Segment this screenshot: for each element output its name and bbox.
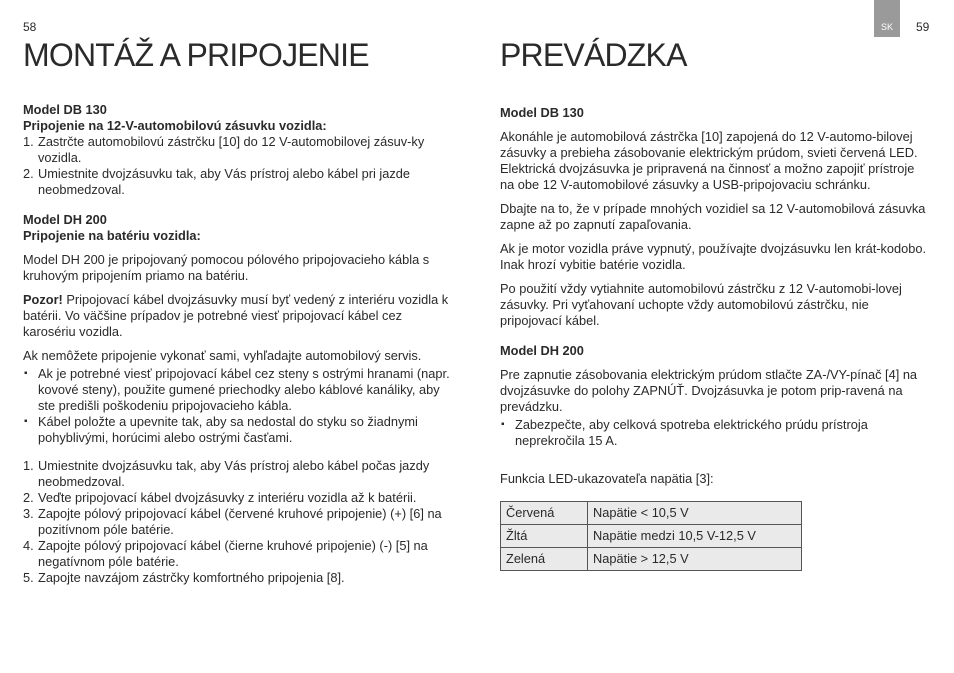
- table-cell: Žltá: [501, 525, 588, 548]
- list-item: 2. Veďte pripojovací kábel dvojzásuvky z interiéru vozidla až k batérii.: [23, 490, 417, 506]
- page-title-right: PREVÁDZKA: [500, 37, 687, 73]
- list-item: 3. Zapojte pólový pripojovací kábel (červené kruhové pripojenie) (+) [6] na pozitívnom póle batérie.: [23, 506, 442, 538]
- language-tab: SK: [874, 0, 900, 37]
- list-item: 1. Zastrčte automobilovú zástrčku [10] do 12 V-automobilovej zásuv-ky vozidla.: [23, 134, 425, 166]
- list-item: 4. Zapojte pólový pripojovací kábel (čierne kruhové pripojenie) (-) [5] na negatívnom póle batérie.: [23, 538, 428, 570]
- list-item: 2. Umiestnite dvojzásuvku tak, aby Vás prístroj alebo kábel pri jazde neobmedzoval.: [23, 166, 411, 198]
- table-cell: Napätie < 10,5 V: [588, 502, 802, 525]
- table-cell: Zelená: [501, 548, 588, 571]
- db130-steps: [23, 134, 457, 198]
- cable-bullets: [23, 366, 457, 446]
- list-item: 5. Zapojte navzájom zástrčky komfortného pripojenia [8].: [23, 570, 345, 586]
- warning-paragraph: [23, 292, 457, 340]
- db130-paragraph: Ak je motor vozidla práve vypnutý, používajte dvojzásuvku len krát-kodobo. Inak hrozí vybitie batérie vozidla.: [500, 241, 927, 273]
- battery-steps: [23, 458, 457, 586]
- page-title-left: MONTÁŽ A PRIPOJENIE: [23, 37, 369, 73]
- dh200-paragraph: Pre zapnutie zásobovania elektrickým prúdom stlačte ZA-/VY-pínač [4] na dvojzásuvke do polohy ZAPNÚŤ. Dvojzásuvka je potom prip-ravená na prevádzku.: [500, 367, 918, 415]
- db130-heading-right: Model DB 130: [500, 105, 584, 121]
- warning-label: Pozor!: [23, 292, 63, 308]
- table-row: [501, 525, 802, 548]
- db130-paragraph: Dbajte na to, že v prípade mnohých vozidiel sa 12 V-automobilová zásuvka zapne až po zapnutí zapaľovania.: [500, 201, 926, 233]
- list-item: ▪ Zabezpečte, aby celková spotreba elektrického prúdu prístroja neprekročila 15 A.: [500, 417, 932, 449]
- warning-text: Pripojovací kábel dvojzásuvky musí byť vedený z interiéru vozidla k batérii. Vo väčšine prípadov je potrebné viesť pripojovací kábel cez karosériu vozidla.: [23, 292, 449, 340]
- dh200-heading-right: Model DH 200: [500, 343, 584, 359]
- dh200-intro: Model DH 200 je pripojovaný pomocou pólového pripojovacieho kábla s kruhovým pripojením priamo na batériu.: [23, 252, 430, 284]
- page-number-left: 58: [23, 20, 37, 34]
- table-cell: Napätie > 12,5 V: [588, 548, 802, 571]
- dh200-heading-left: Model DH 200: [23, 212, 107, 228]
- db130-paragraph: Akonáhle je automobilová zástrčka [10] zapojená do 12 V-automo-bilovej zásuvky a prebieha zásobovanie elektrickým prúdom, svieti červená LED. Elektrická dvojzásuvka je pripravená na činnosť a možno zapojiť prístroje na obe 12 V-automobilové zásuvky a USB-pripojovaciu schránku.: [500, 129, 918, 193]
- led-intro: Funkcia LED-ukazovateľa napätia [3]:: [500, 471, 714, 487]
- db130-paragraph: Po použití vždy vytiahnite automobilovú zástrčku z 12 V-automobi-lovej zásuvky. Pri vyťahovaní uchopte vždy automobilovú zástrčku, nie pripojovací kábel.: [500, 281, 902, 329]
- table-row: [501, 548, 802, 571]
- table-cell: Napätie medzi 10,5 V-12,5 V: [588, 525, 802, 548]
- dh200-subheading: Pripojenie na batériu vozidla:: [23, 228, 201, 244]
- list-item: 1. Umiestnite dvojzásuvku tak, aby Vás prístroj alebo kábel počas jazdy neobmedzoval.: [23, 458, 430, 490]
- db130-subheading: Pripojenie na 12-V-automobilovú zásuvku vozidla:: [23, 118, 327, 134]
- db130-heading-left: Model DB 130: [23, 102, 107, 118]
- table-cell: Červená: [501, 502, 588, 525]
- list-item: ▪ Ak je potrebné viesť pripojovací kábel cez steny s ostrými hranami (napr. kovové steny), použite gumené priechodky alebo káblové kanáliky, aby ste predišli poškodeniu pripojovacieho kábla.: [23, 366, 457, 414]
- dh200-bullets: [500, 417, 932, 449]
- page-number-right: 59: [916, 20, 930, 34]
- table-row: [501, 502, 802, 525]
- service-paragraph: Ak nemôžete pripojenie vykonať sami, vyhľadajte automobilový servis.: [23, 348, 422, 364]
- list-item: ▪ Kábel položte a upevnite tak, aby sa nedostal do styku so žiadnymi pohyblivými, horúcimi alebo ostrými časťami.: [23, 414, 457, 446]
- left-page: [23, 36, 457, 594]
- led-table: [500, 501, 802, 571]
- right-page: [500, 36, 932, 571]
